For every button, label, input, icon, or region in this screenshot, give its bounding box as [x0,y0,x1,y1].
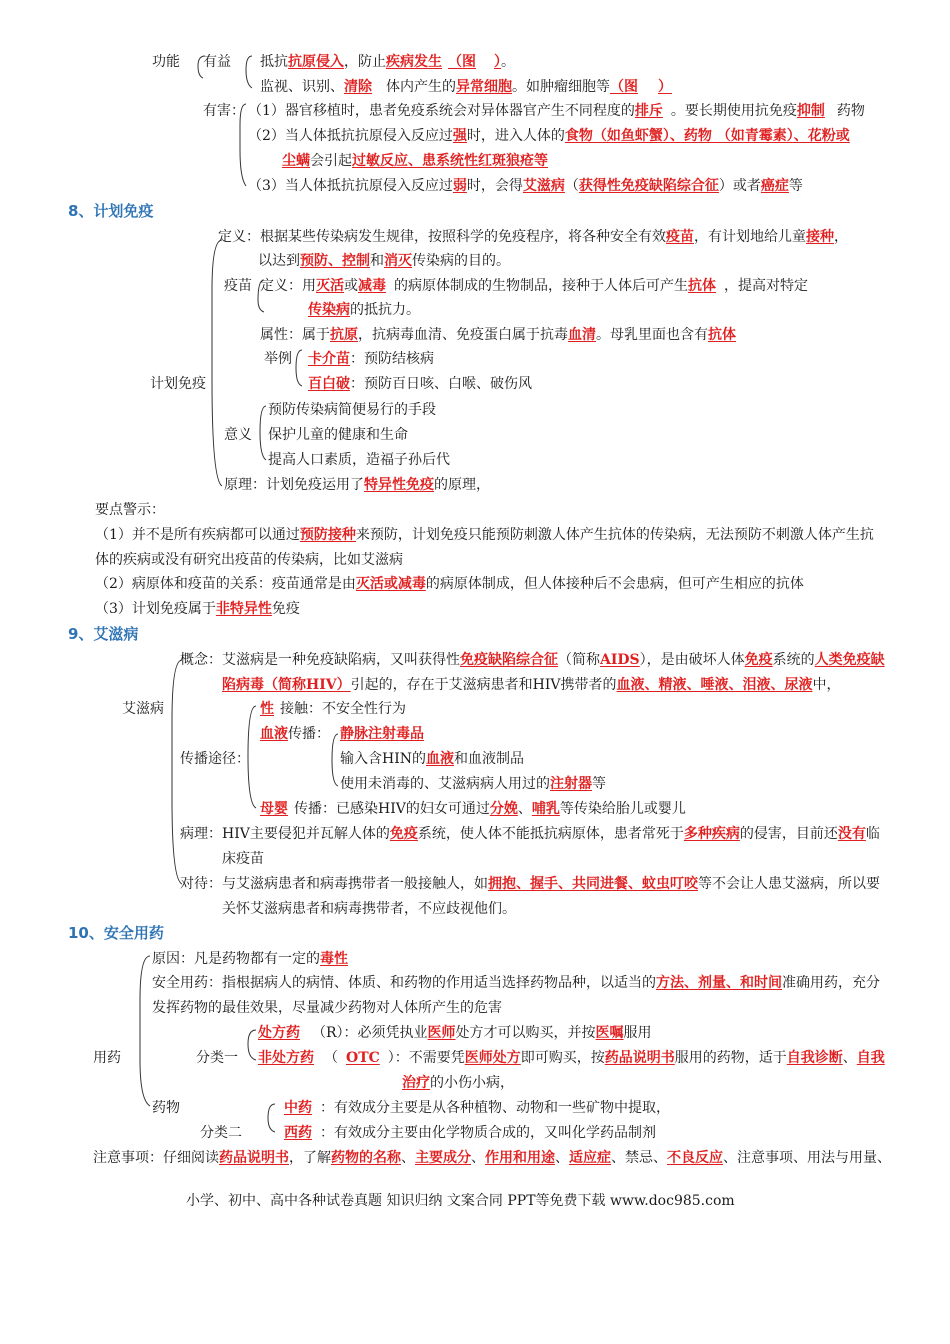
route-sexual: 性 接触：不安全性行为 [260,701,406,717]
drug-reason: 原因：凡是药物都有一定的毒性 [152,951,348,967]
blood-item-3: 使用未消毒的、艾滋病病人用过的注射器等 [340,776,606,792]
note-1a: （1）并不是所有疾病都可以通过预防接种来预防，计划免疫只能预防刺激人体产生抗体的传染病，无法预防不刺激人体产生抗 [95,527,874,543]
classification-1-label: 分类一 [196,1050,238,1066]
immunization-principle: 原理：计划免疫运用了特异性免疫的原理， [224,477,490,493]
note-2: （2）病原体和疫苗的关系：疫苗通常是由灭活或减毒的病原体制成，但人体接种后不会患病，但可产生相应的抗体 [95,576,804,592]
harmful-item-2b: 尘螨会引起过敏反应、患系统性红斑狼疮等 [282,153,548,169]
aids-treatment-1: 对待：与艾滋病患者和病毒携带者一般接触人，如拥抱、握手、共同进餐、蚊虫叮咬等不会让人患艾滋病，所以要 [180,876,880,892]
meaning-item-1: 预防传染病简便易行的手段 [268,402,436,418]
note-3: （3）计划免疫属于非特异性免疫 [95,601,300,617]
example-label: 举例 [264,351,292,367]
attention-items: 注意事项：仔细阅读药品说明书，了解药物的名称、主要成分、作用和用途、适应症、禁忌、不良反应、注意事项、用法与用量、 [93,1150,891,1166]
section-heading-8: 8、计划免疫 [68,202,154,220]
note-1b: 体的疾病或没有研究出疫苗的传染病，比如艾滋病 [95,552,403,568]
meaning-item-2: 保护儿童的健康和生命 [268,427,408,443]
vaccine-definition-1: 定义：用灭活或减毒 的病原体制成的生物制品，接种于人体后可产生抗体 ，提高对特定 [260,278,808,294]
rx-drug: 处方药 （R）：必须凭执业医师处方才可以购买，并按医嘱服用 [258,1025,652,1041]
immunization-definition-1: 定义：根据某些传染病发生规律，按照科学的免疫程序，将各种安全有效疫苗，有计划地给儿童接种， [218,229,848,245]
route-mother-infant: 母婴 传播：已感染HIV的妇女可通过分娩、哺乳等传染给胎儿或婴儿 [260,801,686,817]
example-dtp: 百白破：预防百日咳、白喉、破伤风 [308,376,532,392]
aids-concept-2: 陷病毒（简称HIV）引起的，存在于艾滋病患者和HIV携带者的血液、精液、唾液、泪液、尿液中， [222,677,841,693]
safe-medication-2: 发挥药物的最佳效果，尽量减少药物对人体所产生的危害 [152,1000,502,1016]
aids-concept-1: 概念：艾滋病是一种免疫缺陷病，又叫获得性免疫缺陷综合征（简称AIDS），是由破坏人体免疫系统的人类免疫缺 [180,652,885,668]
beneficial-line-1: 抵抗抗原侵入，防止疾病发生 （图 ）。 [260,54,515,70]
example-bcg: 卡介苗：预防结核病 [308,351,434,367]
vaccine-attribute: 属性：属于抗原，抗病毒血清、免疫蛋白属于抗毒血清。母乳里面也含有抗体 [260,327,736,343]
meaning-label: 意义 [224,427,252,443]
aids-treatment-2: 关怀艾滋病患者和病毒携带者，不应歧视他们。 [222,901,516,917]
section-heading-10: 10、安全用药 [68,924,164,942]
otc-drug-1: 非处方药 （ OTC ）：不需要凭医师处方即可购买，按药品说明书服用的药物，适于自我诊断、自我 [258,1050,885,1066]
meaning-item-3: 提高人口素质，造福子孙后代 [268,452,450,468]
harmful-item-1: （1）器官移植时，患者免疫系统会对异体器官产生不同程度的排斥 。要长期使用抗免疫抑制 药物 [248,103,865,119]
drug-label: 药物 [152,1100,180,1116]
western-medicine: 西药 ：有效成分主要由化学物质合成的，又叫化学药品制剂 [284,1125,656,1141]
page-footer: 小学、初中、高中各种试卷真题 知识归纳 文案合同 PPT等免费下载 www.doc985.com [186,1193,735,1209]
vaccine-definition-2: 传染病的抵抗力。 [308,302,420,318]
immunization-definition-2: 以达到预防、控制和消灭传染病的目的。 [258,253,510,269]
section-heading-9: 9、艾滋病 [68,625,139,643]
route-blood: 血液传播： [260,726,330,742]
otc-drug-2: 治疗的小伤小病， [402,1075,514,1091]
function-label: 功能 [152,54,180,70]
immunization-root-label: 计划免疫 [150,376,206,392]
beneficial-line-2: 监视、识别、清除 体内产生的异常细胞。如肿瘤细胞等（图 ） [260,79,672,95]
beneficial-label: 有益 [203,54,231,70]
blood-item-1: 静脉注射毒品 [340,726,424,742]
notes-title: 要点警示： [95,502,165,518]
aids-root-label: 艾滋病 [122,701,164,717]
route-label: 传播途径： [180,751,250,767]
harmful-label: 有害： [203,103,245,119]
blood-item-2: 输入含HIN的血液和血液制品 [340,751,524,767]
medication-root-label: 用药 [93,1050,121,1066]
chinese-medicine: 中药 ：有效成分主要是从各种植物、动物和一些矿物中提取， [284,1100,670,1116]
classification-2-label: 分类二 [200,1125,242,1141]
vaccine-label: 疫苗 [224,278,252,294]
harmful-item-2a: （2）当人体抵抗抗原侵入反应过强时，进入人体的食物（如鱼虾蟹）、药物 （如青霉素）、花粉或 [248,128,850,144]
harmful-item-3: （3）当人体抵抗抗原侵入反应过弱时，会得艾滋病（获得性免疫缺陷综合征）或者癌症等 [248,178,803,194]
safe-medication-1: 安全用药：指根据病人的病情、体质、和药物的作用适当选择药物品种，以适当的方法、剂量、和时间准确用药，充分 [152,975,880,991]
aids-pathology-1: 病理：HIV主要侵犯并瓦解人体的免疫系统，使人体不能抵抗病原体，患者常死于多种疾病的侵害，目前还没有临 [180,826,880,842]
aids-pathology-2: 床疫苗 [222,851,264,867]
